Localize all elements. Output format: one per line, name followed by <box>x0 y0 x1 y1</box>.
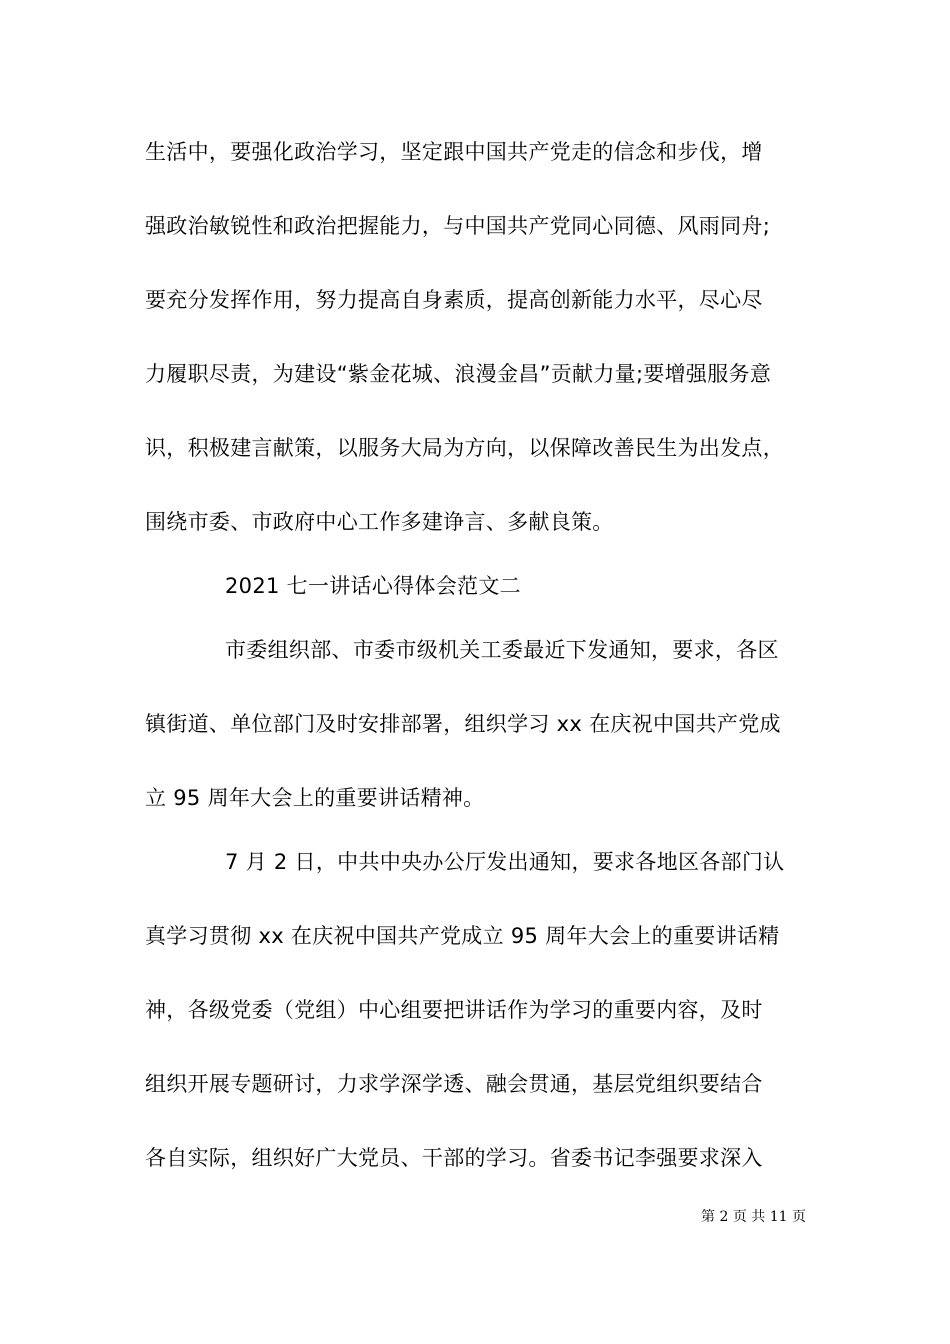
text-line: 7 月 2 日，中共中央办公厅发出通知，要求各地区各部门认 <box>225 850 785 874</box>
text-line: 围绕市委、市政府中心工作多建诤言、多献良策。 <box>145 510 614 534</box>
text-line: 神，各级党委（党组）中心组要把讲话作为学习的重要内容，及时 <box>145 998 763 1022</box>
text-line: 各自实际，组织好广大党员、干部的学习。省委书记李强要求深入 <box>145 1146 763 1170</box>
text-line: 要充分发挥作用，努力提高自身素质，提高创新能力水平，尽心尽 <box>145 288 763 312</box>
text-line: 镇街道、单位部门及时安排部署，组织学习 xx 在庆祝中国共产党成 <box>145 712 781 736</box>
text-line: 识，积极建言献策，以服务大局为方向，以保障改善民生为出发点， <box>145 436 784 460</box>
text-line: 强政治敏锐性和政治把握能力，与中国共产党同心同德、风雨同舟; <box>145 214 771 238</box>
page-number: 第 2 页 共 11 页 <box>701 1209 806 1225</box>
text-line: 生活中，要强化政治学习，坚定跟中国共产党走的信念和步伐，增 <box>145 140 763 164</box>
text-line: 真学习贯彻 xx 在庆祝中国共产党成立 95 周年大会上的重要讲话精 <box>145 924 780 948</box>
text-line: 立 95 周年大会上的重要讲话精神。 <box>145 786 485 810</box>
text-line: 市委组织部、市委市级机关工委最近下发通知，要求，各区 <box>225 638 779 662</box>
section-heading: 2021 七一讲话心得体会范文二 <box>225 574 521 598</box>
text-line: 组织开展专题研讨，力求学深学透、融会贯通，基层党组织要结合 <box>145 1072 763 1096</box>
text-line: 力履职尽责，为建设“紫金花城、浪漫金昌”贡献力量;要增强服务意 <box>145 362 772 386</box>
